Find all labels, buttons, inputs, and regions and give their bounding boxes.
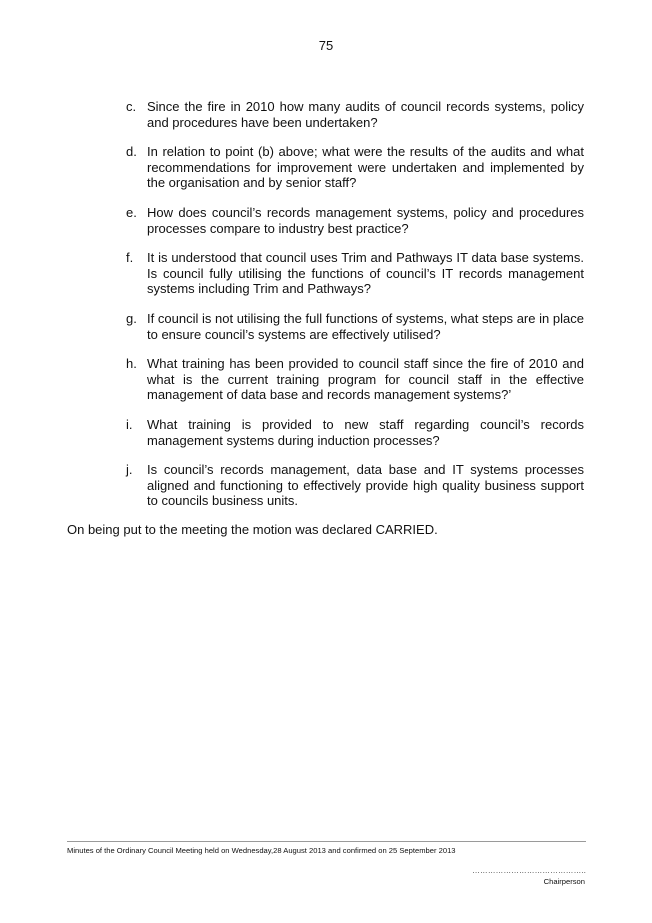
signature-line: …………………………………….. — [472, 866, 586, 875]
item-letter: j. — [126, 462, 133, 478]
list-item — [126, 99, 584, 130]
item-text: Is council’s records management, data base and IT systems processes aligned and functioning to effectively provide high quality business support to councils business units. — [147, 462, 584, 509]
list-item — [126, 356, 584, 403]
item-text: If council is not utilising the full functions of systems, what steps are in place to ensure council’s systems are effectively utilised? — [147, 310, 584, 342]
item-letter: h. — [126, 356, 137, 372]
list-item — [126, 250, 584, 297]
list-item — [126, 311, 584, 342]
page-number: 75 — [318, 38, 334, 53]
footer-minutes-text: Minutes of the Ordinary Council Meeting held on Wednesday,28 August 2013 and confirmed on 25 September 2013 — [67, 846, 456, 855]
item-text: Since the fire in 2010 how many audits of council records systems, policy and procedures have been undertaken? — [147, 99, 584, 130]
footer-divider — [67, 841, 586, 842]
motion-result: On being put to the meeting the motion was declared CARRIED. — [67, 522, 438, 537]
list-item — [126, 144, 584, 191]
list-item — [126, 417, 584, 448]
item-text: What training is provided to new staff regarding council’s records management systems during induction processes? — [147, 416, 584, 448]
item-letter: c. — [126, 99, 137, 114]
item-letter: g. — [126, 310, 137, 326]
item-text: It is understood that council uses Trim and Pathways IT data base systems. Is council fully utilising the functions of council’s IT records management systems including Trim and Pathways? — [147, 250, 584, 297]
list-item — [126, 205, 584, 236]
list-item — [126, 462, 584, 509]
item-letter: f. — [126, 250, 134, 266]
signature-label: Chairperson — [543, 877, 585, 886]
item-letter: i. — [126, 416, 133, 432]
item-text: How does council’s records management systems, policy and procedures processes compare to industry best practice? — [147, 204, 584, 236]
item-text: What training has been provided to council staff since the fire of 2010 and what is the current training program for council staff in the effective management of data base and records management systems?’ — [147, 356, 584, 403]
question-list — [126, 99, 584, 509]
item-letter: e. — [126, 204, 137, 220]
item-text: In relation to point (b) above; what were the results of the audits and what recommendations for improvement were undertaken and implemented by the organisation and by senior staff? — [147, 144, 584, 191]
item-letter: d. — [126, 144, 137, 160]
